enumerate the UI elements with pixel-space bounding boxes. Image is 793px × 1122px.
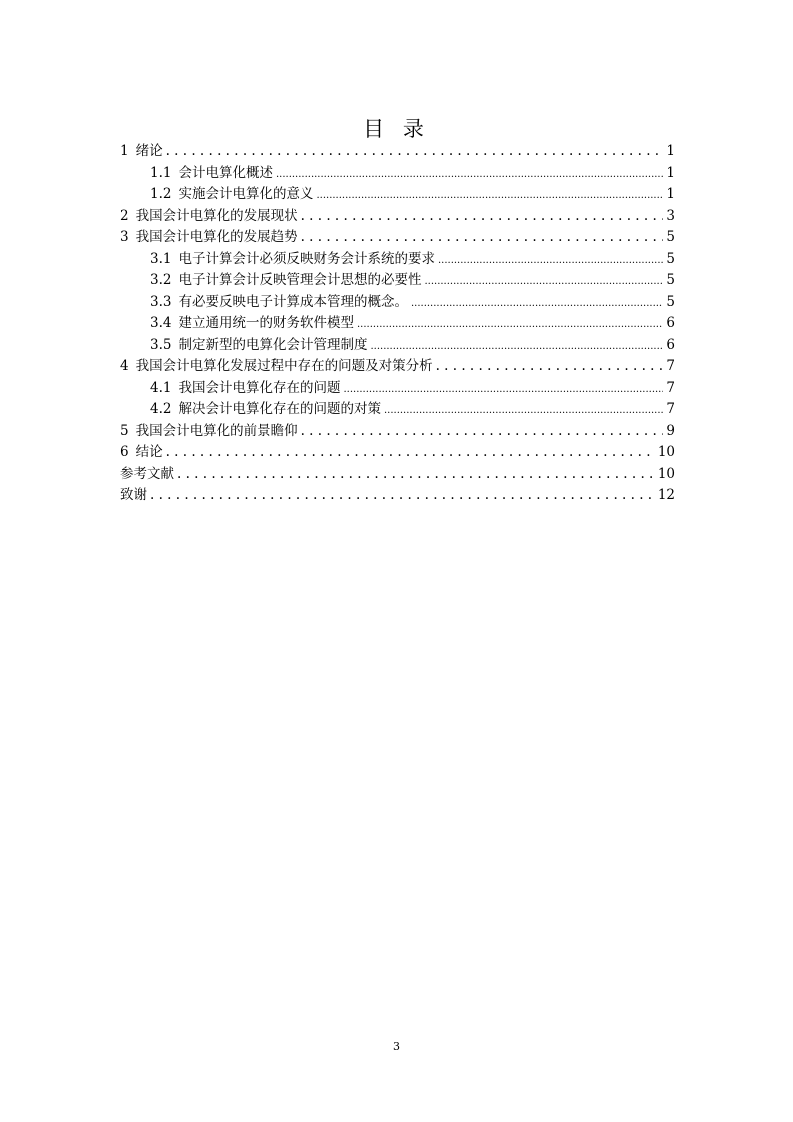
toc-entry-number: 3.2	[150, 272, 172, 288]
toc-entry[interactable]	[120, 184, 675, 206]
toc-entry-page: 1	[666, 143, 675, 159]
toc-entry-number: 3	[120, 229, 129, 245]
toc-entry[interactable]	[120, 163, 675, 185]
toc-entry-number: 3.5	[150, 336, 172, 353]
dot-leader	[150, 485, 655, 507]
toc-entry-number: 2	[120, 207, 129, 224]
toc-entry[interactable]	[120, 206, 675, 228]
toc-entry-number: 6	[120, 444, 129, 460]
dot-leader	[316, 185, 663, 207]
toc-entry-page: 7	[666, 401, 675, 417]
toc-entry[interactable]	[120, 141, 675, 163]
toc-entry-title: 电子计算会计必须反映财务会计系统的要求	[178, 250, 435, 267]
dot-leader	[177, 464, 655, 486]
toc-entry-title: 我国会计电算化的发展现状	[135, 207, 298, 224]
toc-entry[interactable]	[120, 399, 675, 421]
toc-entry-page: 3	[666, 207, 675, 224]
toc-entry-title: 参考文献	[120, 465, 174, 482]
dot-leader	[276, 164, 663, 186]
toc-entry-title: 我国会计电算化发展过程中存在的问题及对策分析	[135, 358, 433, 374]
toc-entry-page: 5	[666, 229, 675, 245]
toc-entry[interactable]	[120, 464, 675, 486]
toc-entry-number: 3.3	[150, 293, 172, 310]
toc-entry-page: 1	[666, 164, 675, 181]
dot-leader	[301, 206, 664, 228]
toc-entry-number: 4.2	[150, 401, 172, 417]
toc-entry-page: 5	[666, 293, 675, 310]
toc-entry-page: 5	[666, 250, 675, 267]
toc-entry-number: 4.1	[150, 379, 172, 396]
toc-entry[interactable]	[120, 292, 675, 314]
page-number: 3	[393, 1040, 400, 1053]
dot-leader	[357, 314, 663, 336]
toc-entry-page: 5	[666, 272, 675, 288]
toc-entry-page: 10	[657, 444, 675, 460]
dot-leader	[384, 400, 663, 422]
toc-entry-title: 绪论	[135, 143, 163, 159]
toc-entry[interactable]	[120, 485, 675, 507]
toc-entry-number: 1.2	[150, 186, 172, 202]
toc-entry-title: 建立通用统一的财务软件模型	[178, 315, 354, 331]
dot-leader	[301, 227, 664, 249]
toc-entry[interactable]	[120, 356, 675, 378]
toc-entry-page: 7	[666, 379, 675, 396]
toc-entry-title: 结论	[135, 444, 163, 460]
toc-entry-number: 3.1	[150, 250, 172, 267]
toc-entry-title: 致谢	[120, 487, 147, 503]
dot-leader	[370, 336, 663, 358]
toc-entry-title: 制定新型的电算化会计管理制度	[178, 336, 368, 353]
toc-entry[interactable]	[120, 442, 675, 464]
dot-leader	[438, 250, 663, 272]
toc-entry-page: 7	[666, 358, 675, 374]
toc-entry[interactable]	[120, 421, 675, 443]
toc-entry[interactable]	[120, 227, 675, 249]
dot-leader	[166, 141, 664, 163]
toc-entry-number: 4	[120, 358, 129, 374]
toc-entry-page: 6	[666, 315, 675, 331]
dot-leader	[436, 356, 664, 378]
toc-entry-number: 3.4	[150, 315, 172, 331]
toc-title: 目 录	[363, 117, 430, 141]
toc-entry-title: 我国会计电算化的前景瞻仰	[135, 422, 298, 439]
toc-entry-title: 有必要反映电子计算成本管理的概念。	[178, 293, 408, 310]
toc-entry-title: 我国会计电算化存在的问题	[178, 379, 341, 396]
toc-entry-title: 解决会计电算化存在的问题的对策	[178, 401, 381, 417]
toc-entry-page: 1	[666, 186, 675, 202]
toc-entry-page: 10	[657, 465, 675, 482]
dot-leader	[301, 421, 664, 443]
toc-entry-title: 我国会计电算化的发展趋势	[135, 229, 298, 245]
dot-leader	[166, 442, 655, 464]
toc-entry[interactable]	[120, 313, 675, 335]
toc-entry-page: 6	[666, 336, 675, 353]
toc-entry-number: 1.1	[150, 164, 172, 181]
toc-entry[interactable]	[120, 249, 675, 271]
dot-leader	[343, 379, 663, 401]
toc-entry[interactable]	[120, 335, 675, 357]
dot-leader	[411, 293, 663, 315]
toc-entry-title: 电子计算会计反映管理会计思想的必要性	[178, 272, 422, 288]
toc-entry-number: 1	[120, 143, 129, 159]
toc-entry-page: 12	[657, 487, 675, 503]
toc-entry-page: 9	[666, 422, 675, 439]
toc-entry[interactable]	[120, 270, 675, 292]
table-of-contents	[120, 141, 675, 507]
toc-entry[interactable]	[120, 378, 675, 400]
dot-leader	[424, 271, 663, 293]
toc-entry-title: 实施会计电算化的意义	[178, 186, 314, 202]
toc-entry-number: 5	[120, 422, 129, 439]
toc-entry-title: 会计电算化概述	[178, 164, 273, 181]
